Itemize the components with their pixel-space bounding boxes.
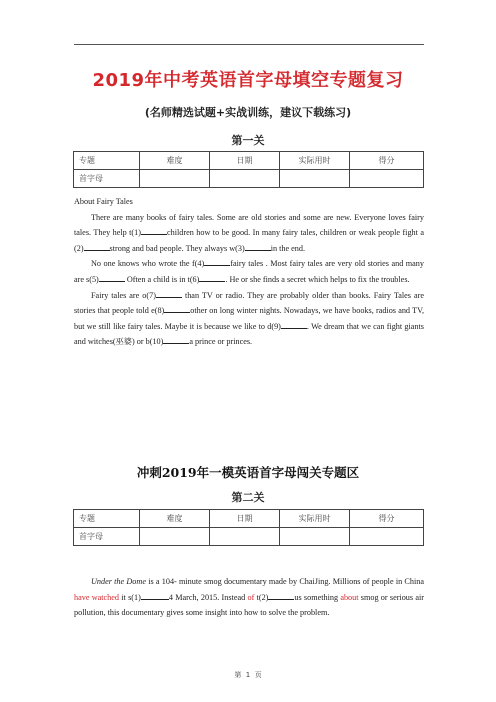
header-cell-topic: 专题 (74, 510, 140, 528)
highlight-of: of (247, 592, 255, 602)
header-cell-date: 日期 (210, 510, 280, 528)
passage-2 (74, 574, 424, 621)
header-rule (74, 44, 424, 45)
highlight-about: about (340, 592, 359, 602)
header-cell-score: 得分 (350, 152, 424, 170)
cell-difficulty-value (140, 170, 210, 188)
passage-2-paragraph-1: Under the Dome is a 104- minute smog documentary made by ChaiJing. Millions of people in China have watched it s(1) 4 March, 2015. Instead of t(2) us something about smog or serious air pollution, this documentary gives some insight into how to solve the problem. (74, 577, 424, 618)
answer-blank-1[interactable] (141, 225, 167, 235)
section-2-title: 冲刺2019年一模英语首字母闯关专题区 (136, 465, 360, 480)
answer-blank-2[interactable] (84, 241, 110, 251)
table-header-row (74, 510, 424, 528)
header-cell-difficulty: 难度 (140, 152, 210, 170)
table-row (74, 528, 424, 546)
level-2-info-table (73, 509, 424, 546)
passage-1-paragraph-1: There are many books of fairy tales. Some are old stories and some are new. Everyone loves fairy tales. They help t(1) children how to be good. In many fairy tales, children or weak people fight a (2) strong and bad people. They always w(3) in the end. (74, 212, 424, 253)
cell-topic-value: 首字母 (74, 170, 140, 188)
table-row (74, 170, 424, 188)
cell-difficulty-value (140, 528, 210, 546)
cell-score-value (350, 170, 424, 188)
document-subtitle: (名师精选试题+实战训练，建议下载练习) (144, 106, 352, 119)
answer-blank-5[interactable] (99, 272, 125, 282)
answer-blank-9[interactable] (281, 319, 307, 329)
passage-1 (74, 194, 424, 350)
answer-blank-4[interactable] (204, 256, 230, 266)
document-title: 2019年中考英语首字母填空专题复习 (92, 70, 404, 91)
documentary-title: Under the Dome (91, 577, 146, 586)
cell-topic-value: 首字母 (74, 528, 140, 546)
cell-time-used-value (280, 170, 350, 188)
passage-1-paragraph-2: No one knows who wrote the f(4) fairy tales . Most fairy tales are very old stories and many are s(5) Often a child is in t(6) . He or she finds a secret which helps to fix the troubles. (74, 256, 424, 287)
level-1-info-table (73, 151, 424, 188)
answer-blank-3[interactable] (245, 241, 271, 251)
answer-blank-1[interactable] (141, 590, 169, 600)
cell-time-used-value (280, 528, 350, 546)
header-cell-score: 得分 (350, 510, 424, 528)
passage-1-paragraph-3: Fairy tales are o(7) than TV or radio. They are probably older than books. Fairy Tales are stories that people told e(8) other on long winter nights. Nowadays, we have books, radios and TV, but we still like fairy tales. Maybe it is because we like to d(9) . We dream that we can fight giants and witches(巫婆) or b(10) a prince or princes. (74, 288, 424, 350)
cell-date-value (210, 528, 280, 546)
answer-blank-2[interactable] (268, 590, 294, 600)
cell-score-value (350, 528, 424, 546)
header-cell-time-used: 实际用时 (280, 152, 350, 170)
level-1-heading: 第一关 (231, 134, 265, 147)
answer-blank-8[interactable] (164, 303, 190, 313)
answer-blank-6[interactable] (199, 272, 225, 282)
header-cell-time-used: 实际用时 (280, 510, 350, 528)
header-cell-topic: 专题 (74, 152, 140, 170)
header-cell-difficulty: 难度 (140, 510, 210, 528)
page-footer: 第 1 页 (234, 671, 262, 679)
highlight-have-watched: have watched (74, 592, 119, 602)
answer-blank-7[interactable] (156, 288, 182, 298)
answer-blank-10[interactable] (163, 334, 189, 344)
cell-date-value (210, 170, 280, 188)
passage-1-title: About Fairy Tales (74, 197, 133, 206)
table-header-row (74, 152, 424, 170)
level-2-heading: 第二关 (231, 491, 265, 504)
header-cell-date: 日期 (210, 152, 280, 170)
page-number: 1 (245, 671, 251, 679)
